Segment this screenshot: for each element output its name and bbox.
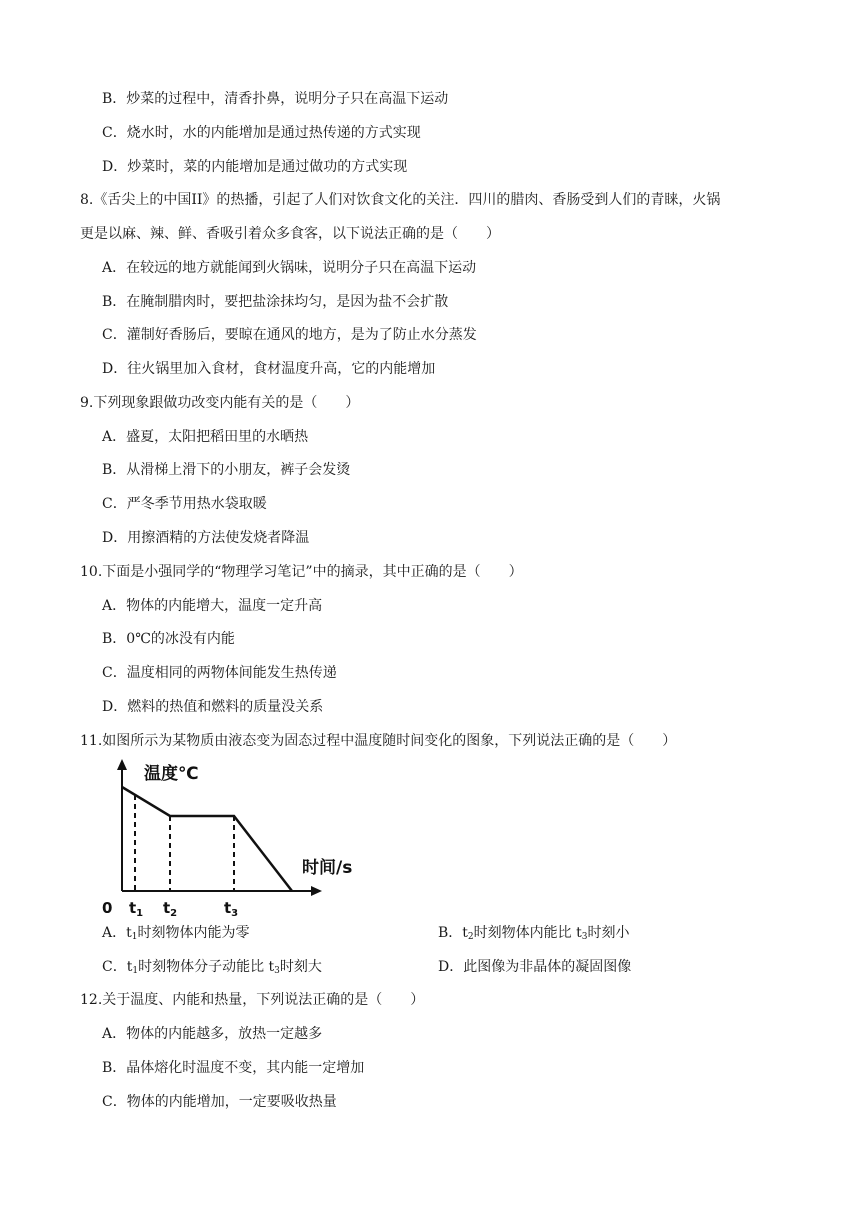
q9-option-c: C．严冬季节用热水袋取暖 xyxy=(102,496,267,512)
q8-stem-line2: 更是以麻、辣、鲜、香吸引着众多食客，以下说法正确的是（ ） xyxy=(80,226,500,242)
y-axis-label: 温度℃ xyxy=(144,764,199,784)
q7-option-d: D．炒菜时，菜的内能增加是通过做功的方式实现 xyxy=(102,159,408,175)
q10-stem: 10.下面是小强同学的“物理学习笔记”中的摘录，其中正确的是（ ） xyxy=(80,564,523,580)
q10-option-a: A．物体的内能增大，温度一定升高 xyxy=(102,598,323,614)
q8-option-a: A．在较远的地方就能闻到火锅味，说明分子只在高温下运动 xyxy=(102,260,477,276)
cooling-curve-figure xyxy=(96,757,366,917)
q10-option-c: C．温度相同的两物体间能发生热传递 xyxy=(102,665,337,681)
q9-stem: 9.下列现象跟做功改变内能有关的是（ ） xyxy=(80,395,360,411)
q9-option-d: D．用擦酒精的方法使发烧者降温 xyxy=(102,530,310,546)
q11-option-d: D．此图像为非晶体的凝固图像 xyxy=(438,959,632,975)
q12-option-c: C．物体的内能增加，一定要吸收热量 xyxy=(102,1094,337,1110)
q7-option-b: B．炒菜的过程中，清香扑鼻，说明分子只在高温下运动 xyxy=(102,91,449,107)
q9-option-b: B．从滑梯上滑下的小朋友，裤子会发烫 xyxy=(102,462,351,478)
q10-option-b: B．0℃的冰没有内能 xyxy=(102,631,235,647)
origin-label: 0 xyxy=(102,899,113,917)
q8-option-c: C．灌制好香肠后，要晾在通风的地方，是为了防止水分蒸发 xyxy=(102,327,477,343)
t1-label: $t_1$ xyxy=(129,899,144,917)
x-axis-arrow-icon xyxy=(311,886,322,896)
x-axis-label: 时间/s xyxy=(302,858,353,878)
q11-option-b: B．$t_2$时刻物体内能比 $t_3$时刻小 xyxy=(438,925,630,942)
q12-stem: 12.关于温度、内能和热量，下列说法正确的是（ ） xyxy=(80,992,425,1008)
q8-option-d: D．往火锅里加入食材，食材温度升高，它的内能增加 xyxy=(102,361,436,377)
q10-option-d: D．燃料的热值和燃料的质量没关系 xyxy=(102,699,324,715)
q11-stem: 11.如图所示为某物质由液态变为固态过程中温度随时间变化的图象，下列说法正确的是（ ） xyxy=(80,733,677,749)
t3-label: $t_3$ xyxy=(224,899,239,917)
q11-option-c: C．$t_1$时刻物体分子动能比 $t_3$时刻大 xyxy=(102,959,322,976)
q9-option-a: A．盛夏，太阳把稻田里的水晒热 xyxy=(102,429,309,445)
t2-label: $t_2$ xyxy=(163,899,178,917)
q8-option-b: B．在腌制腊肉时，要把盐涂抹均匀，是因为盐不会扩散 xyxy=(102,294,449,310)
temperature-curve xyxy=(122,787,292,891)
q11-option-a: A．$t_1$时刻物体内能为零 xyxy=(102,925,250,942)
q8-stem-line1: 8.《舌尖上的中国II》的热播，引起了人们对饮食文化的关注．四川的腊肉、香肠受到人们的青睐，火锅 xyxy=(80,192,721,208)
y-axis-arrow-icon xyxy=(117,759,127,770)
q12-option-b: B．晶体熔化时温度不变，其内能一定增加 xyxy=(102,1060,365,1076)
q7-option-c: C．烧水时，水的内能增加是通过热传递的方式实现 xyxy=(102,125,421,141)
q12-option-a: A．物体的内能越多，放热一定越多 xyxy=(102,1026,323,1042)
